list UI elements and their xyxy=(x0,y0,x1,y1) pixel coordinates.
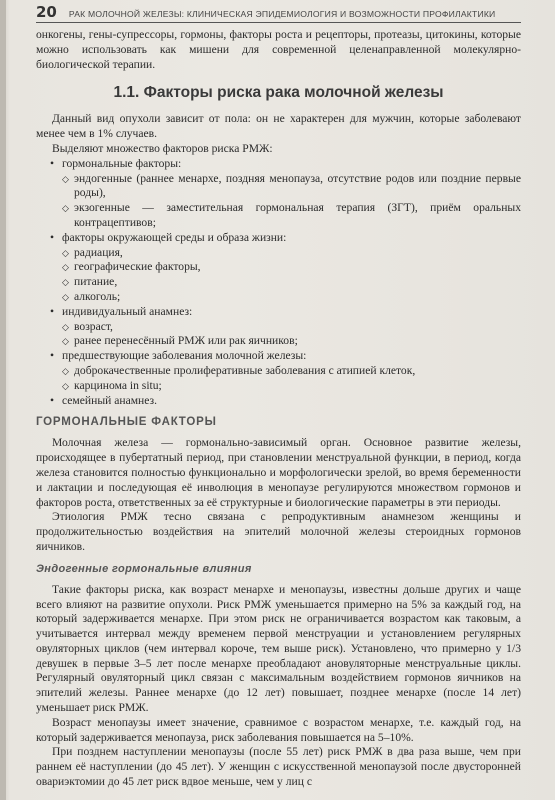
section-paragraph-1: Данный вид опухоли зависит от пола: он не характерен для мужчин, которые заболевают менее чем в 1% случаев. xyxy=(36,112,521,141)
list-item: ◇ экзогенные — заместительная гормональная терапия (ЗГТ), приём оральных контрацептивов; xyxy=(62,201,521,231)
page-number: 20 xyxy=(36,3,57,21)
endogenous-paragraph-2: Возраст менопаузы имеет значение, сравнимое с возрастом менархе, т.е. каждый год, на который задерживается менопауза, риск заболевания повышается на 5–10%. xyxy=(36,715,521,744)
section-paragraph-2: Выделяют множество факторов риска РМЖ: xyxy=(52,141,273,155)
risk-factor-sublist xyxy=(62,364,521,394)
risk-factor-previous-disease xyxy=(36,349,521,393)
list-item: ◇ алкоголь; xyxy=(62,290,521,305)
risk-factor-environment xyxy=(36,231,521,305)
running-title: РАК МОЛОЧНОЙ ЖЕЛЕЗЫ: КЛИНИЧЕСКАЯ ЭПИДЕМИОЛОГИЯ И ВОЗМОЖНОСТИ ПРОФИЛАКТИКИ xyxy=(68,9,496,19)
list-item: ◇ питание, xyxy=(62,275,521,290)
endogenous-paragraph-3: При позднем наступлении менопаузы (после 55 лет) риск РМЖ в два раза выше, чем при раннем её наступлении (до 45 лет). У женщин с искусственной менопаузой после двусторонней овариэктомии до 45 лет риск вдвое меньше, чем у лиц с xyxy=(36,745,521,789)
risk-factor-label: предшествующие заболевания молочной железы: xyxy=(62,349,307,363)
risk-factor-family xyxy=(36,394,521,409)
risk-factor-anamnesis xyxy=(36,305,521,349)
list-item: ◇ возраст, xyxy=(62,320,521,335)
risk-factor-sublist xyxy=(62,246,521,305)
list-item: ◇ карцинома in situ; xyxy=(62,379,521,394)
hormonal-paragraph-2: Этиология РМЖ тесно связана с репродуктивным анамнезом женщины и продолжительностью воздействия на эпителий молочной железы стероидных гормонов яичников. xyxy=(36,510,521,553)
book-spine-shadow xyxy=(0,0,6,800)
risk-factor-label: факторы окружающей среды и образа жизни: xyxy=(62,230,287,244)
section-title: 1.1. Факторы риска рака молочной железы xyxy=(113,84,444,102)
hormonal-factors-heading: ГОРМОНАЛЬНЫЕ ФАКТОРЫ xyxy=(36,416,217,429)
hormonal-paragraph-1: Молочная железа — гормонально-зависимый орган. Основное развитие железы, происходящее в пубертатный период, при становлении менструальной функции, в период, когда железа становится полностью функционально и морфологически зрелой, во время беременности и лактации и последующая её инволюция в менопаузе регулируются множеством гормонов и факторов роста, ответственных за её структурные и биологические параметры в эти периоды. xyxy=(36,436,521,509)
endogenous-paragraph-1: Такие факторы риска, как возраст менархе и менопаузы, известны дольше других и чаще всего влияют на развитие опухоли. Риск РМЖ уменьшается примерно на 5% за каждый год, на который задерживается менархе. При этом риск не ограничивается возрастом как таковым, а учитывается интервал между временем первой менструации и установлением регулярных овуляторных циклов (чем интервал короче, тем выше риск). Установлено, что примерно у 1/3 девушек в первые 3–5 лет после менархе преобладают ановуляторные менструальные циклы. Регулярный овуляторный цикл связан с максимальным воздействием гормонов яичников на эпителий железы. Раннее менархе (до 12 лет) повышает, позднее менархе (после 14 лет) уменьшает риск РМЖ. xyxy=(36,582,521,715)
running-header xyxy=(36,5,521,23)
intro-paragraph: онкогены, гены-супрессоры, гормоны, факторы роста и рецепторы, протеазы, цитокины, которые можно использовать как мишени для современной целенаправленной молекулярно-биологической терапии. xyxy=(36,28,521,71)
risk-factor-label: индивидуальный анамнез: xyxy=(62,304,193,318)
endogenous-heading: Эндогенные гормональные влияния xyxy=(36,562,252,575)
list-item: ◇ радиация, xyxy=(62,246,521,261)
list-item: ◇ доброкачественные пролиферативные заболевания с атипией клеток, xyxy=(62,364,521,379)
risk-factor-label: семейный анамнез. xyxy=(62,393,158,407)
risk-factor-list xyxy=(36,157,521,409)
risk-factor-sublist xyxy=(62,320,521,350)
list-item: ◇ географические факторы, xyxy=(62,260,521,275)
risk-factor-hormonal xyxy=(36,157,521,231)
list-item: ◇ эндогенные (раннее менархе, поздняя менопауза, отсутствие родов или поздние первые роды), xyxy=(62,172,521,202)
list-item: ◇ ранее перенесённый РМЖ или рак яичников; xyxy=(62,334,521,349)
risk-factor-sublist xyxy=(62,172,521,231)
risk-factor-label: гормональные факторы: xyxy=(62,156,182,170)
